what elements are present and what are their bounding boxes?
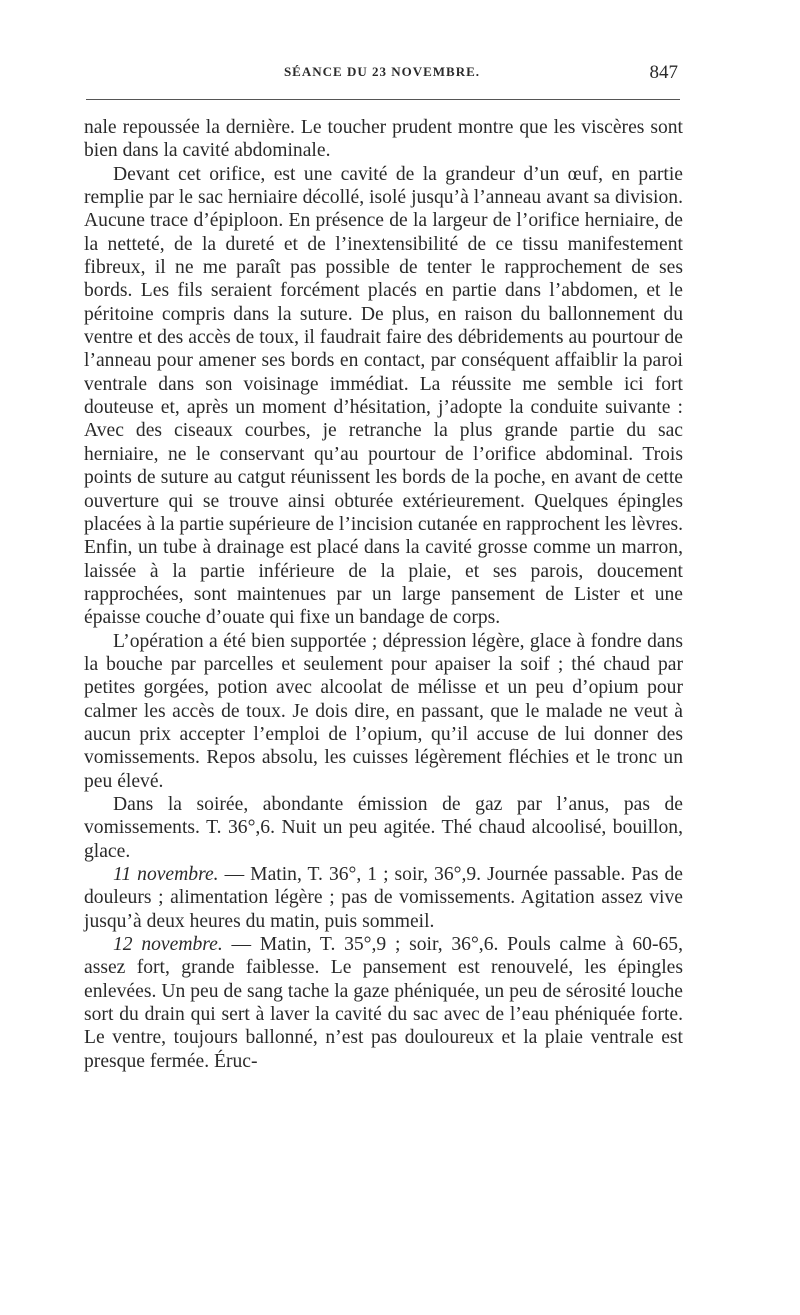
page-number: 847: [649, 62, 678, 83]
date-nov-11: 11 novembre.: [113, 864, 219, 885]
paragraph-nov-11-text: — Matin, T. 36°, 1 ; soir, 36°,9. Journée passable. Pas de douleurs ; alimentation légère ; pas de vomissements. Agitation assez vive jusqu’à deux heures du matin, puis sommeil.: [84, 864, 684, 932]
paragraph-nov-12-text: — Matin, T. 35°,9 ; soir, 36°,6. Pouls calme à 60-65, assez fort, grande faiblesse. Le pansement est renouvelé, les épingles enlevées. Un peu de sang tache la gaze phéniquée, un peu de sérosité louche sort du drain qui sert à laver la cavité du sac avec de l’eau phéniquée forte. Le ventre, toujours ballonné, n’est pas douloureux et la plaie ventrale est presque fermée. Éruc-: [84, 934, 683, 1072]
paragraph-nov-12: [84, 933, 683, 1073]
paragraph-evening: Dans la soirée, abondante émission de gaz par l’anus, pas de vomissements. T. 36°,6. Nuit un peu agitée. Thé chaud alcoolisé, bouillon, glace.: [84, 793, 683, 862]
paragraph-post-operation: L’opération a été bien supportée ; dépression légère, glace à fondre dans la bouche par parcelles et seulement pour apaiser la soif ; thé chaud par petites gorgées, potion avec alcoolat de mélisse et un peu d’opium pour calmer les accès de toux. Je dois dire, en passant, que le malade ne veut à aucun prix accepter l’emploi de l’opium, qu’il accuse de lui donner des vomissements. Repos absolu, les cuisses légèrement fléchies et le tronc un peu élevé.: [84, 630, 683, 792]
header-rule: [86, 99, 680, 100]
page-header: [84, 62, 680, 86]
paragraph-nov-11: [84, 863, 683, 933]
paragraph-operation-description: Devant cet orifice, est une cavité de la grandeur d’un œuf, en partie remplie par le sac herniaire décollé, isolé jusqu’à l’anneau avant sa division. Aucune trace d’épiploon. En présence de la largeur de l’orifice herniaire, de la netteté, de la dureté et de l’inextensibilité de ce tissu manifestement fibreux, il ne me paraît pas possible de tenter le rapprochement de ses bords. Les fils seraient forcément placés en partie dans l’abdomen, et le péritoine compris dans la suture. De plus, en raison du ballonnement du ventre et des accès de toux, il faudrait faire des débridements au pourtour de l’anneau pour amener ses bords en contact, par conséquent affaiblir la paroi ventrale dans son voisinage immédiat. La réussite me semble ici fort douteuse et, après un moment d’hésitation, j’adopte la conduite suivante : Avec des ciseaux courbes, je retranche la plus grande partie du sac herniaire, ne le conservant qu’au pourtour de l’orifice abdominal. Trois points de suture au catgut réunissent les bords de la poche, en avant de cette ouverture qui se trouve ainsi obturée extérieurement. Quelques épingles placées à la partie supérieure de l’incision cutanée en rapprochent les lèvres. Enfin, un tube à drainage est placé dans la cavité grosse comme un marron, laissée à la partie inférieure de la plaie, et ses parois, doucement rapprochées, sont maintenues par un large pansement de Lister et une épaisse couche d’ouate qui fixe un bandage de corps.: [84, 163, 683, 629]
running-title: SÉANCE DU 23 NOVEMBRE.: [283, 64, 481, 79]
date-nov-12: 12 novembre.: [113, 934, 223, 956]
paragraph-continuation: nale repoussée la dernière. Le toucher prudent montre que les viscères sont bien dans la cavité abdominale.: [84, 117, 683, 162]
body-text: [84, 116, 683, 1073]
